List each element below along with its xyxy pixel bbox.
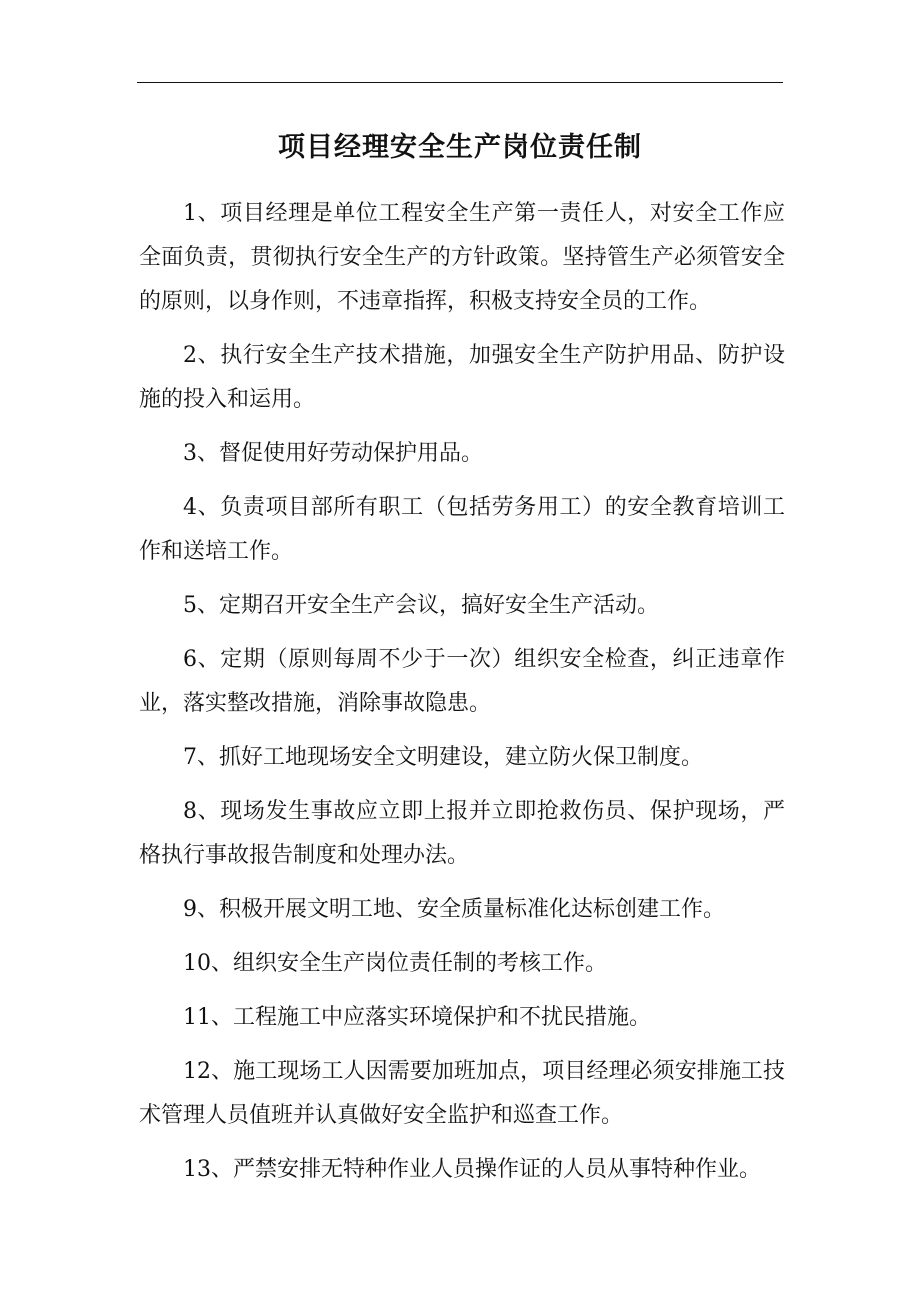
paragraph-9: 9、积极开展文明工地、安全质量标准化达标创建工作。 — [183, 897, 725, 922]
paragraph-3: 3、督促使用好劳动保护用品。 — [183, 441, 483, 466]
paragraph-4: 4、负责项目部所有职工（包括劳务用工）的安全教育培训工作和送培工作。 — [139, 495, 785, 564]
paragraph-13: 13、严禁安排无特种作业人员操作证的人员从事特种作业。 — [183, 1157, 761, 1182]
document-body — [139, 192, 785, 1202]
paragraph-7: 7、抓好工地现场安全文明建设，建立防火保卫制度。 — [183, 745, 703, 770]
paragraph-6: 6、定期（原则每周不少于一次）组织安全检查，纠正违章作业，落实整改措施，消除事故隐患。 — [139, 647, 785, 716]
paragraph-8: 8、现场发生事故应立即上报并立即抢救伤员、保护现场，严格执行事故报告制度和处理办法。 — [139, 799, 785, 868]
paragraph-2: 2、执行安全生产技术措施，加强安全生产防护用品、防护设施的投入和运用。 — [139, 343, 785, 412]
paragraph-10: 10、组织安全生产岗位责任制的考核工作。 — [183, 951, 607, 976]
header-rule — [137, 82, 783, 83]
paragraph-5: 5、定期召开安全生产会议，搞好安全生产活动。 — [183, 593, 659, 618]
paragraph-1: 1、项目经理是单位工程安全生产第一责任人，对安全工作应全面负责，贯彻执行安全生产的方针政策。坚持管生产必须管安全的原则，以身作则，不违章指挥，积极支持安全员的工作。 — [139, 201, 785, 314]
paragraph-11: 11、工程施工中应落实环境保护和不扰民措施。 — [183, 1005, 651, 1030]
paragraph-12: 12、施工现场工人因需要加班加点，项目经理必须安排施工技术管理人员值班并认真做好安全监护和巡查工作。 — [139, 1059, 785, 1128]
document-title: 项目经理安全生产岗位责任制 — [278, 132, 642, 163]
